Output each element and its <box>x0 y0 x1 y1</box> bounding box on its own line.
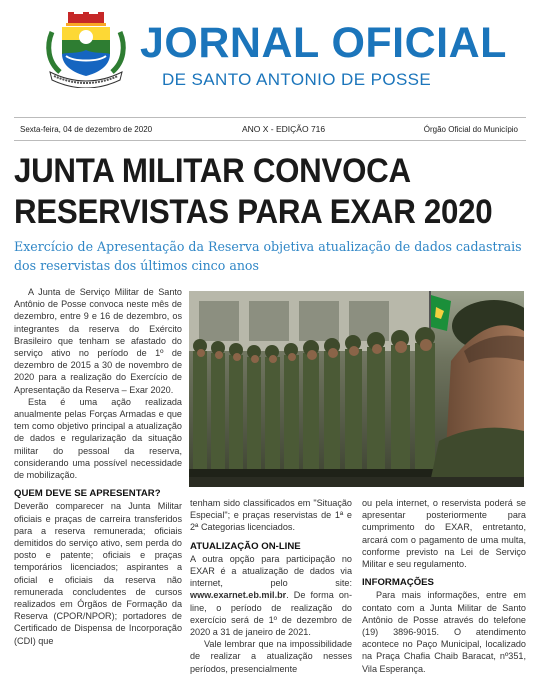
soldiers-photo <box>189 291 524 487</box>
municipal-crest-icon <box>44 10 128 88</box>
paragraph: Para mais informações, entre em contato com a Junta Militar de Santo Antônio de Posse através do telefone (19) 3896-9015. O atendimento acontece no Paço Municipal, localizado na Praça Chafia Chaib Baracat, nº351, Vila Esperança. <box>362 590 526 674</box>
section-heading: QUEM DEVE SE APRESENTAR? <box>14 488 161 500</box>
article-deck: Exercício de Apresentação da Reserva objetiva atualização de dados cadastrais dos reservistas dos últimos cinco anos <box>14 239 522 273</box>
paragraph <box>190 553 352 638</box>
article-column-1 <box>14 286 182 690</box>
section-heading: ATUALIZAÇÃO ON-LINE <box>190 540 301 552</box>
website-link[interactable]: www.exarnet.eb.mil.br <box>190 590 287 601</box>
edition-number: ANO X - EDIÇÃO 716 <box>242 124 326 134</box>
paragraph: Deverão comparecer na Junta Militar oficiais e praças de carreira transferidos para a reserva remunerada; oficiais demitidos do serviço ativo, sem perda do posto e patente; oficiais e praças temporários licenciados; aspirantes a oficial e oficiais da reserva não remunerada concludentes de cursos realizados em Órgãos de Formação da Reserva (CPOR/NPOR); portadores de Certificado de Dispensa de Incorporação (CDI) que <box>14 501 182 646</box>
paragraph: ou pela internet, o reservista poderá se apresentar posteriormente para cumprimento do EXAR, entretanto, arcará com o pagamento de uma multa, conforme previsto na Lei de Serviço Militar e seu regulamento. <box>362 498 526 570</box>
official-organ-label: Órgão Oficial do Município <box>423 124 518 134</box>
issue-date: Sexta-feira, 04 de dezembro de 2020 <box>20 124 153 134</box>
paragraph: Esta é uma ação realizada anualmente pelas Forças Armadas e que tem como objetivo principal a atualização de dados e regularização da situação militar do pessoal da reserva, considerando uma possível necessidade de mobilização. <box>14 396 182 481</box>
article-headline: JUNTA MILITAR CONVOCA RESERVISTAS PARA EXAR 2020 <box>14 152 493 232</box>
paragraph: A Junta de Serviço Militar de Santo Antônio de Posse convoca neste mês de dezembro, entre 9 e 16 de dezembro, os integrantes da reserva do Exército Brasileiro que tenham se afastado do serviço ativo no período de 1º de dezembro de 2015 a 30 de novembro de 2020 para a realização do Exercício de Apresentação da Reserva – Exar 2020. <box>14 287 182 395</box>
paragraph: Vale lembrar que na impossibilidade de realizar a atualização nesses períodos, presencialmente <box>190 639 352 674</box>
newspaper-subtitle: DE SANTO ANTONIO DE POSSE <box>162 70 432 89</box>
article-column-3 <box>362 497 526 690</box>
paragraph-text: A outra opção para participação no EXAR é a atualização de dados via internet, pelo site: <box>190 553 352 589</box>
newspaper-title: JORNAL OFICIAL <box>140 19 507 67</box>
paragraph: tenham sido classificados em "Situação Especial"; e praças reservistas de 1ª e 2ª Categorias licenciados. <box>190 498 352 533</box>
dateline-bar <box>14 117 526 141</box>
paragraph-text: . De forma on-line, o período de realização do exercício será de 1º de dezembro de 2020 a 31 de janeiro de 2021. <box>190 590 352 638</box>
section-heading: INFORMAÇÕES <box>362 577 434 589</box>
article-column-2 <box>190 497 352 690</box>
